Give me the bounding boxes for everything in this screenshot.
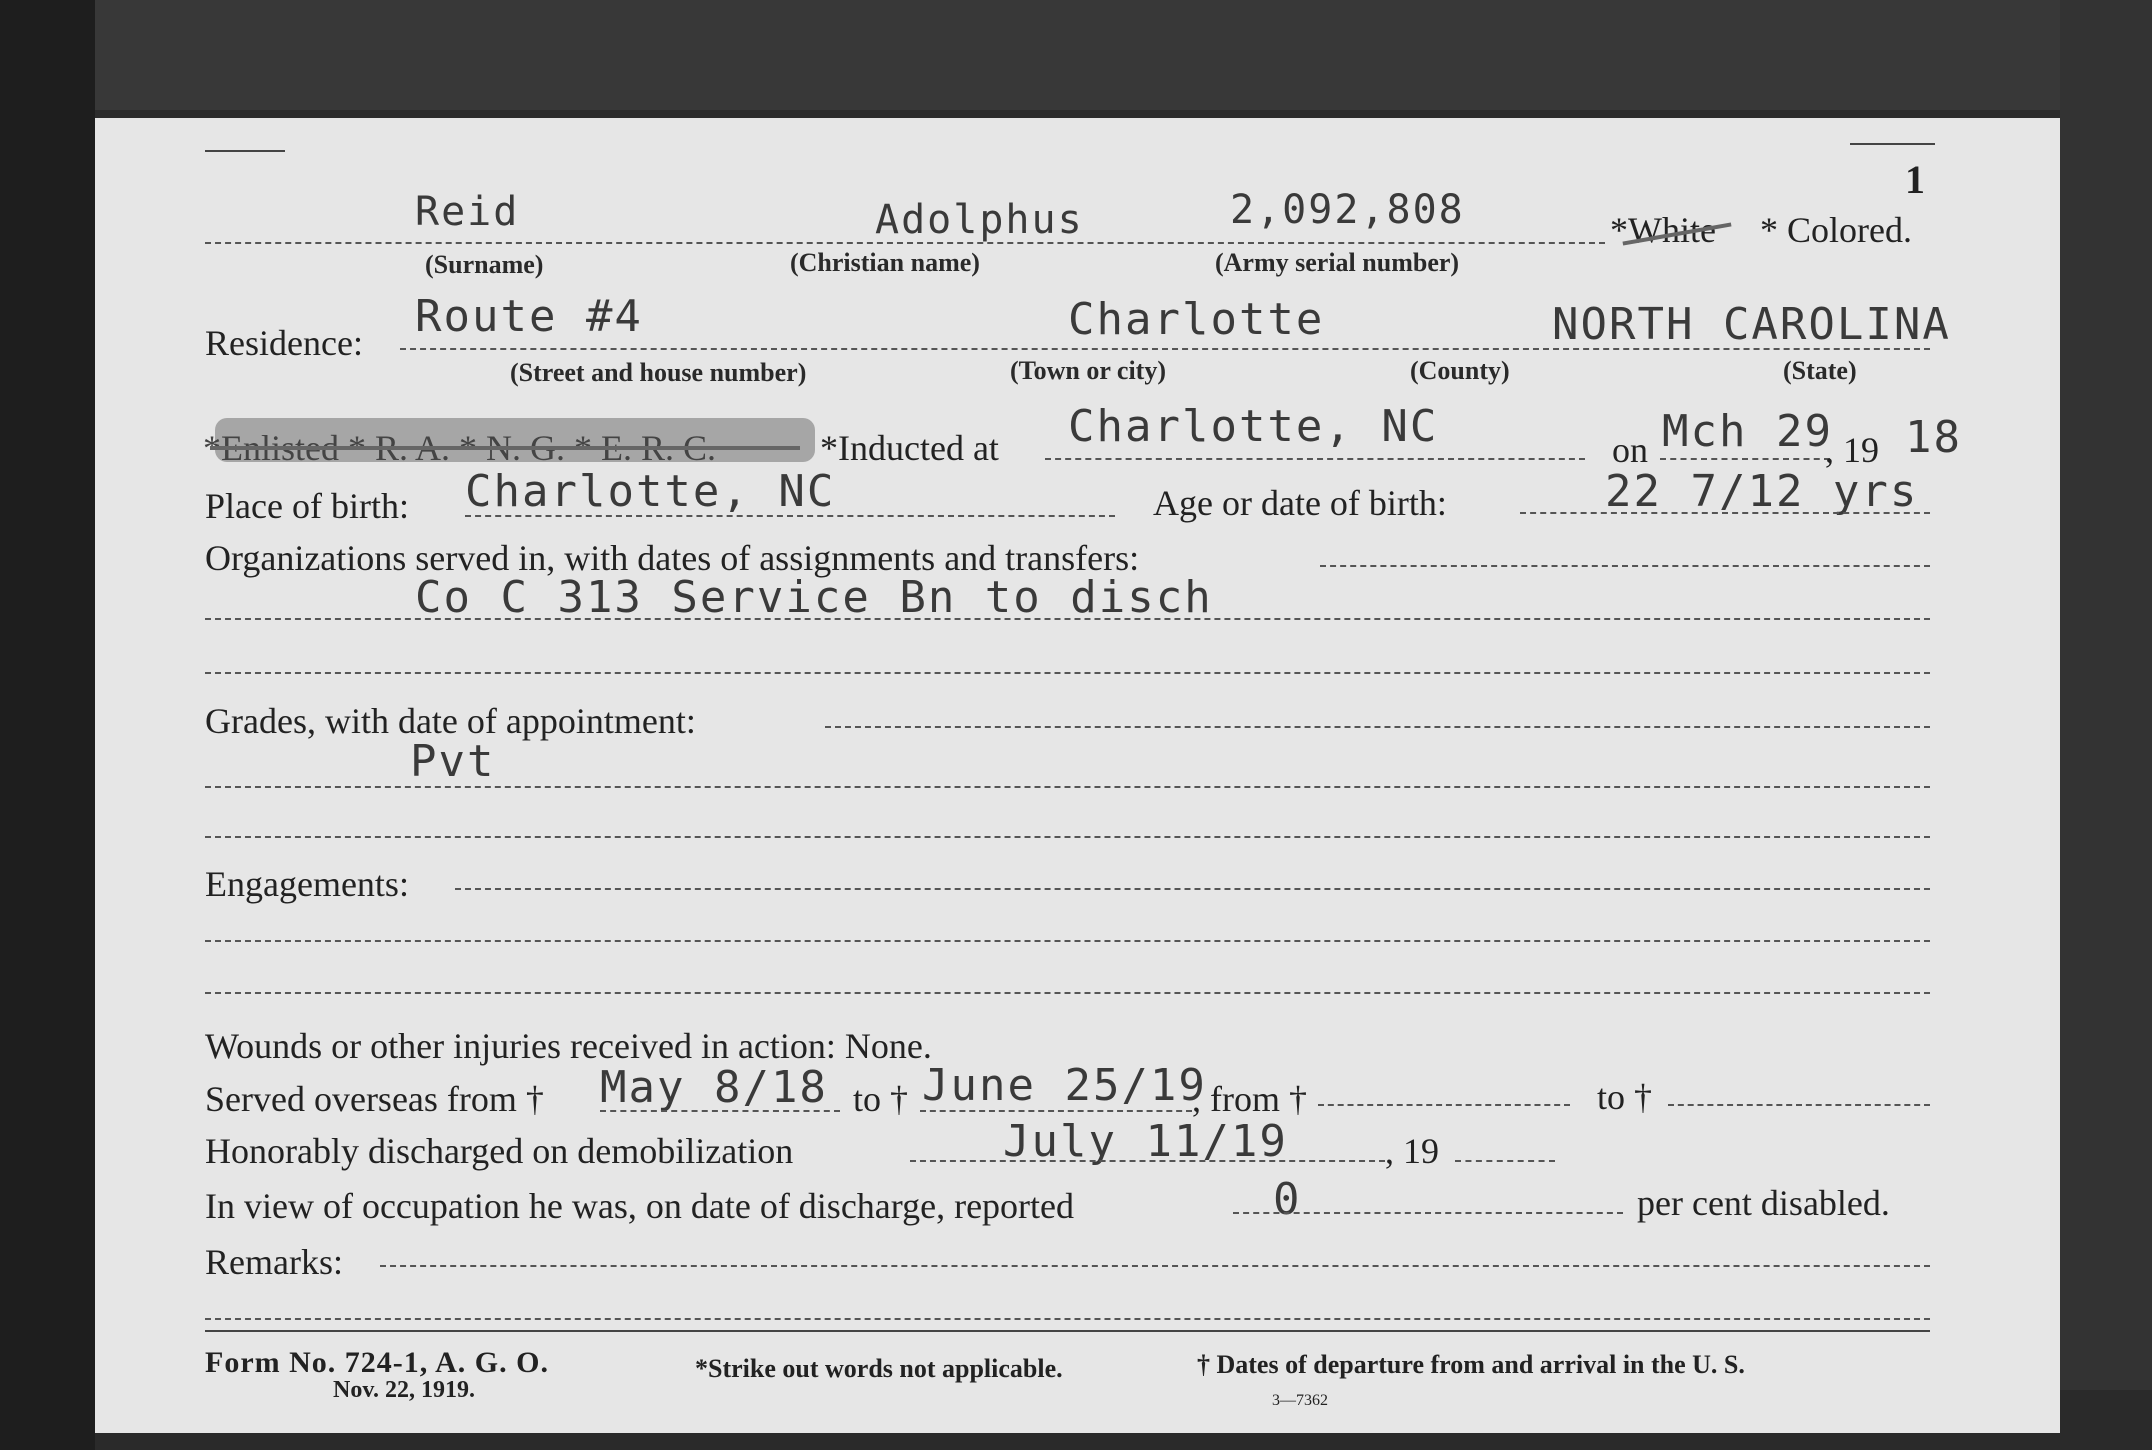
street-value: Route #4 bbox=[415, 291, 643, 342]
grades-value: Pvt bbox=[410, 736, 496, 787]
overseas-to2-line bbox=[1668, 1104, 1930, 1106]
age-value: 22 7/12 yrs bbox=[1605, 466, 1919, 517]
discharge-year-prefix: , 19 bbox=[1385, 1131, 1439, 1171]
christian-name-value: Adolphus bbox=[875, 197, 1084, 243]
organizations-value: Co C 313 Service Bn to disch bbox=[415, 572, 1213, 623]
enlisted-options: *Enlisted * R. A. * N. G. * E. R. C. bbox=[203, 428, 717, 468]
serial-number-caption: (Army serial number) bbox=[1215, 248, 1460, 277]
surname-value: Reid bbox=[415, 189, 520, 235]
name-line bbox=[205, 242, 1605, 244]
page-number: 1 bbox=[1905, 157, 1925, 202]
grades-line-3 bbox=[205, 836, 1930, 838]
strike-note: *Strike out words not applicable. bbox=[695, 1354, 1063, 1383]
residence-line bbox=[400, 348, 1930, 350]
overseas-from2-label: , from † bbox=[1192, 1079, 1307, 1119]
form-number: Form No. 724-1, A. G. O. bbox=[205, 1346, 549, 1379]
discharge-date-line bbox=[910, 1160, 1385, 1162]
overseas-to2-label: to † bbox=[1597, 1077, 1653, 1117]
wounds-label: Wounds or other injuries received in action: None. bbox=[205, 1026, 932, 1066]
christian-name-caption: (Christian name) bbox=[790, 248, 980, 277]
overseas-to-label: to † bbox=[853, 1079, 909, 1119]
induction-year-value: 18 bbox=[1905, 412, 1962, 463]
disability-label: In view of occupation he was, on date of discharge, reported bbox=[205, 1186, 1075, 1226]
organizations-label: Organizations served in, with dates of assignments and transfers: bbox=[205, 538, 1140, 578]
residence-label: Residence: bbox=[205, 323, 363, 363]
engagements-line-3 bbox=[205, 992, 1930, 994]
dates-note: † Dates of departure from and arrival in the U. S. bbox=[1197, 1350, 1745, 1379]
corner-mark-left bbox=[205, 150, 285, 152]
birth-place-label: Place of birth: bbox=[205, 486, 409, 526]
serial-number-value: 2,092,808 bbox=[1230, 187, 1465, 233]
footer-rule bbox=[205, 1330, 1930, 1332]
race-white: *White bbox=[1610, 210, 1716, 250]
induction-date-value: Mch 29 bbox=[1662, 406, 1833, 457]
overseas-from-value: May 8/18 bbox=[600, 1062, 828, 1113]
remarks-line-1 bbox=[380, 1265, 1930, 1267]
age-label: Age or date of birth: bbox=[1153, 483, 1447, 523]
organizations-line-3 bbox=[205, 672, 1930, 674]
engagements-line-2 bbox=[205, 940, 1930, 942]
overseas-to-line bbox=[920, 1110, 1192, 1112]
race-colored: * Colored. bbox=[1760, 210, 1912, 250]
county-caption: (County) bbox=[1410, 356, 1510, 385]
scan-background-right bbox=[2060, 0, 2152, 1450]
town-caption: (Town or city) bbox=[1010, 356, 1166, 385]
remarks-line-2 bbox=[205, 1318, 1930, 1320]
age-line bbox=[1520, 512, 1930, 514]
grades-line-1 bbox=[825, 726, 1930, 728]
overseas-from-label: Served overseas from † bbox=[205, 1079, 544, 1119]
state-value: NORTH CAROLINA bbox=[1552, 299, 1951, 350]
year-prefix: , 19 bbox=[1825, 430, 1879, 470]
scan-background-left bbox=[0, 0, 95, 1450]
grades-label: Grades, with date of appointment: bbox=[205, 701, 696, 741]
overseas-from-line bbox=[600, 1110, 840, 1112]
overseas-to-value: June 25/19 bbox=[922, 1060, 1207, 1111]
inducted-at-value: Charlotte, NC bbox=[1068, 401, 1439, 452]
induction-date-line bbox=[1660, 458, 1830, 460]
print-code: 3—7362 bbox=[1272, 1392, 1328, 1409]
form-date: Nov. 22, 1919. bbox=[333, 1377, 476, 1403]
state-caption: (State) bbox=[1783, 356, 1857, 385]
birth-place-value: Charlotte, NC bbox=[465, 466, 836, 517]
disability-value: 0 bbox=[1273, 1174, 1302, 1225]
on-label: on bbox=[1612, 430, 1648, 470]
remarks-label: Remarks: bbox=[205, 1242, 343, 1282]
town-value: Charlotte bbox=[1068, 294, 1325, 345]
enlisted-options-strike bbox=[210, 446, 800, 450]
birth-place-line bbox=[465, 515, 1115, 517]
corner-mark-right bbox=[1850, 143, 1935, 145]
scan-background-top bbox=[0, 0, 2152, 110]
organizations-line-1 bbox=[1320, 565, 1930, 567]
disability-suffix: per cent disabled. bbox=[1637, 1183, 1890, 1223]
discharge-label: Honorably discharged on demobilization bbox=[205, 1131, 794, 1171]
discharge-year-line bbox=[1455, 1160, 1555, 1162]
street-caption: (Street and house number) bbox=[510, 358, 807, 387]
grades-line-2 bbox=[205, 786, 1930, 788]
inducted-line bbox=[1045, 458, 1585, 460]
surname-caption: (Surname) bbox=[425, 250, 544, 279]
engagements-line-1 bbox=[455, 888, 1930, 890]
discharge-date-value: July 11/19 bbox=[1003, 1116, 1288, 1167]
disability-line bbox=[1233, 1212, 1623, 1214]
engagements-label: Engagements: bbox=[205, 864, 409, 904]
overseas-from2-line bbox=[1318, 1104, 1570, 1106]
inducted-label: *Inducted at bbox=[820, 428, 999, 468]
organizations-line-2 bbox=[205, 618, 1930, 620]
